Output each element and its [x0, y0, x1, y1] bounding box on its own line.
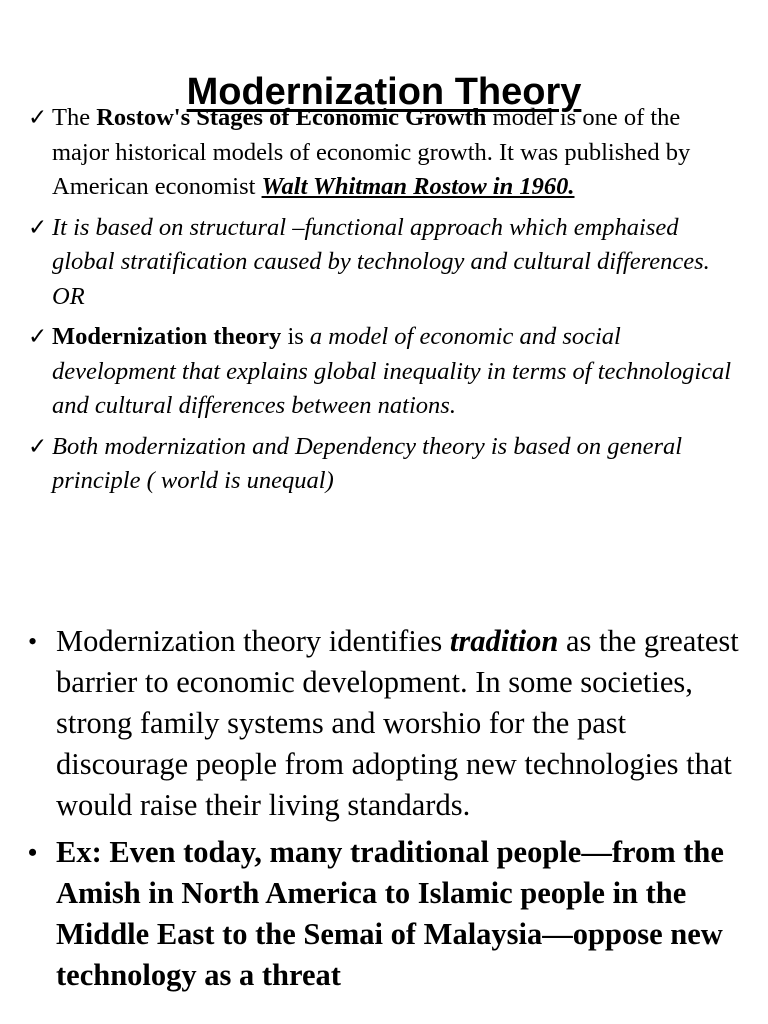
text-span: The [52, 104, 97, 131]
check-item-dependency [28, 430, 740, 499]
bullet-item-tradition [28, 621, 740, 826]
bullet-list [28, 621, 740, 1002]
check-item-definition [28, 320, 740, 424]
text-span: model is one of the major historical models of economic growth. It was published by American economist [52, 104, 691, 200]
checkmark-icon: ✓ [28, 433, 48, 460]
term-tradition: tradition [449, 624, 559, 658]
definition-text: a model of economic and social development that explains global inequality in terms of technological and cultural differences between nations. [52, 323, 732, 419]
text-span: is [281, 323, 310, 350]
text-span: as the greatest barrier to economic development. In some societies, strong family systems and worshio for the past discourage people from adopting new technologies that would raise their living standards. [56, 624, 739, 822]
bullet-item-example [28, 832, 740, 996]
checkmark-icon: ✓ [28, 105, 48, 131]
rostow-author-link[interactable]: Walt Whitman Rostow in 1960. [261, 173, 575, 200]
bullet-icon: • [28, 627, 38, 656]
check-item-rostow [28, 101, 740, 205]
page-title: Modernization Theory [186, 71, 582, 114]
checkmark-icon: ✓ [28, 214, 48, 241]
bullet-icon: • [28, 838, 38, 867]
text-span: Modernization theory identifies [56, 624, 450, 658]
term-modernization-theory: Modernization theory [52, 323, 282, 350]
text-span: Both modernization and Dependency theory is based on general principle ( world is unequal) [52, 432, 683, 494]
rostow-model-name: Rostow's Stages of Economic Growth [96, 104, 487, 131]
checkmark-icon: ✓ [28, 324, 48, 350]
text-span: It is based on structural –functional approach which emphaised global stratification caused by technology and cultural differences. OR [52, 213, 710, 310]
text-span: Ex: Even today, many traditional people—from the Amish in North America to Islamic people in the Middle East to the Semai of Malaysia—oppose new technology as a threat [56, 835, 724, 992]
check-list [28, 101, 740, 505]
check-item-structural [28, 211, 740, 315]
